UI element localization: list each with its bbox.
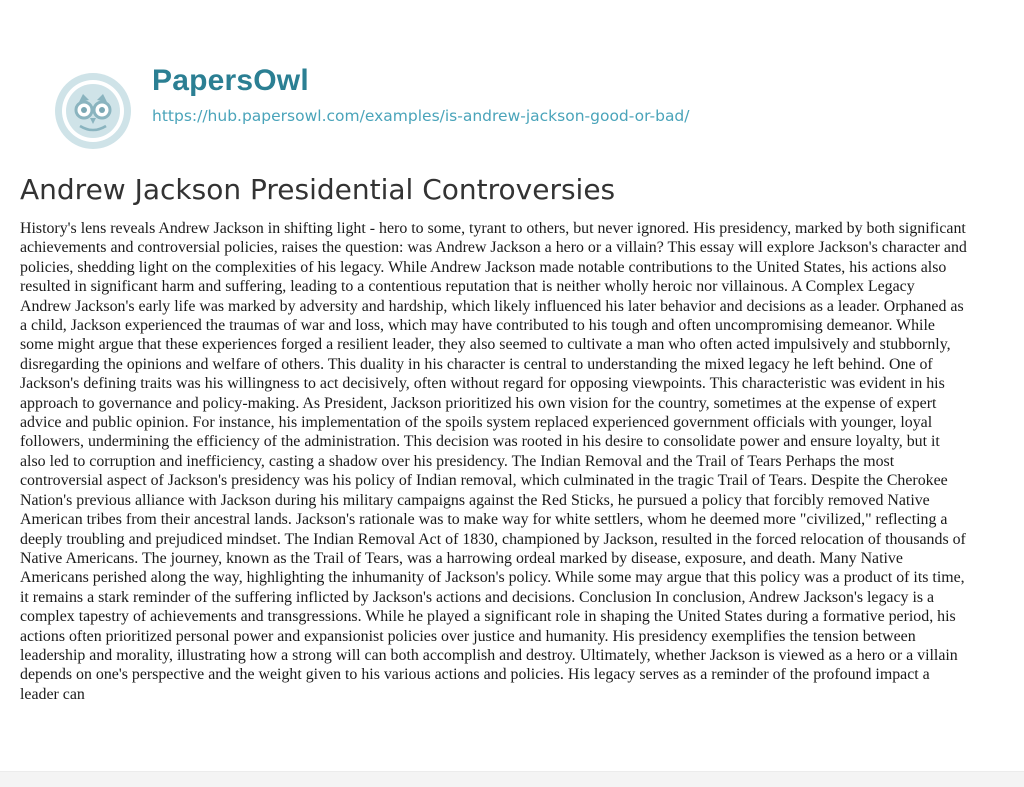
owl-logo-icon[interactable] xyxy=(52,70,134,152)
page-url[interactable]: https://hub.papersowl.com/examples/is-andrew-jackson-good-or-bad/ xyxy=(152,107,690,125)
brand-name[interactable]: PapersOwl xyxy=(152,64,309,97)
footer-bar xyxy=(0,771,1024,787)
page-title: Andrew Jackson Presidential Controversies xyxy=(20,173,616,206)
essay-body: History's lens reveals Andrew Jackson in shifting light - hero to some, tyrant to others, but never ignored. His presidency, marked by both significant achievements and controversial policies, raises the question: was Andrew Jackson a hero or a villain? This essay will explore Jackson's character and policies, shedding light on the complexities of his legacy. While Andrew Jackson made notable contributions to the United States, his actions also resulted in significant harm and suffering, leading to a contentious reputation that is neither wholly heroic nor villainous. A Complex Legacy Andrew Jackson's early life was marked by adversity and hardship, which likely influenced his later behavior and decisions as a leader. Orphaned as a child, Jackson experienced the traumas of war and loss, which may have contributed to his tough and often uncompromising demeanor. While some might argue that these experiences forged a resilient leader, they also seemed to cultivate a man who often acted impulsively and stubbornly, disregarding the opinions and welfare of others. This duality in his character is central to understanding the mixed legacy he left behind. One of Jackson's defining traits was his willingness to act decisively, often without regard for opposing viewpoints. This characteristic was evident in his approach to governance and policy-making. As President, Jackson prioritized his own vision for the country, sometimes at the expense of expert advice and public opinion. For instance, his implementation of the spoils system replaced experienced government officials with younger, loyal followers, undermining the efficiency of the administration. This decision was rooted in his desire to consolidate power and ensure loyalty, but it also led to corruption and inefficiency, casting a shadow over his presidency. The Indian Removal and the Trail of Tears Perhaps the most controversial aspect of Jackson's presidency was his policy of Indian removal, which culminated in the tragic Trail of Tears. Despite the Cherokee Nation's previous alliance with Jackson during his military campaigns against the Red Sticks, he pursued a policy that forcibly removed Native American tribes from their ancestral lands. Jackson's rationale was to make way for white settlers, whom he deemed more "civilized," reflecting a deeply troubling and prejudiced mindset. The Indian Removal Act of 1830, championed by Jackson, resulted in the forced relocation of thousands of Native Americans. The journey, known as the Trail of Tears, was a harrowing ordeal marked by disease, exposure, and death. Many Native Americans perished along the way, highlighting the inhumanity of Jackson's policy. While some may argue that this policy was a product of its time, it remains a stark reminder of the suffering inflicted by Jackson's actions and decisions. Conclusion In conclusion, Andrew Jackson's legacy is a complex tapestry of achievements and transgressions. While he played a significant role in shaping the United States during a formative period, his actions often prioritized personal power and expansionist policies over justice and humanity. His presidency exemplifies the tension between leadership and morality, illustrating how a strong will can both accomplish and destroy. Ultimately, whether Jackson is viewed as a hero or a villain depends on one's perspective and the weight given to his various actions and policies. His legacy serves as a reminder of the profound impact a leader can xyxy=(20,220,967,703)
page-header xyxy=(0,0,1024,160)
